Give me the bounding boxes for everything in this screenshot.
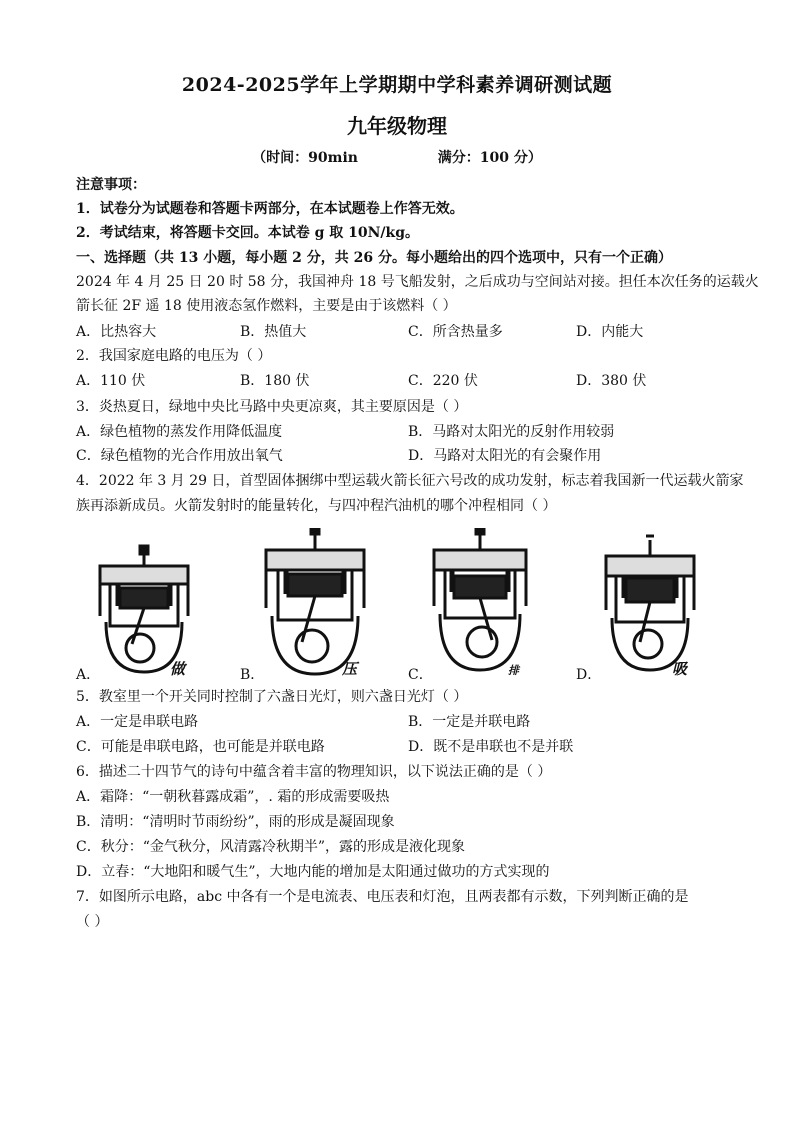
q1-option-d: D．内能大 [576,324,644,340]
q5-option-b: B．一定是并联电路 [408,714,531,730]
q7-line-2: （ ） [76,914,109,930]
exam-score: 满分：100 分） [437,150,542,166]
note-item-2: 2．考试结束，将答题卡交回。本试卷 g 取 10N/kg。 [76,225,420,241]
q1-option-a: A．比热容大 [76,324,157,340]
q6-line-1: 6．描述二十四节气的诗句中蕴含着丰富的物理知识，以下说法正确的是（ ） [76,764,552,780]
exam-title: 2024-2025学年上学期期中学科素养调研测试题 [181,74,613,96]
q5-line-1: 5．教室里一个开关同时控制了六盏日光灯，则六盏日光灯（ ） [76,689,468,705]
q1-line-1: 2024 年 4 月 25 日 20 时 58 分，我国神舟 18 号飞船发射，之后成功与空间站对接。担任本次任务的运载火 [76,274,759,290]
q3-option-a: A．绿色植物的蒸发作用降低温度 [76,424,283,440]
q2-option-b: B．180 伏 [240,373,310,389]
engine-diagram-d [602,534,698,674]
section-heading: 一、选择题（共 13 小题，每小题 2 分，共 26 分。每小题给出的四个选项中，只有一个正确） [76,250,672,266]
q5-option-a: A．一定是串联电路 [76,714,199,730]
q3-option-b: B．马路对太阳光的反射作用较弱 [408,424,615,440]
q3-option-c: C．绿色植物的光合作用放出氧气 [76,448,283,464]
q4-option-c: C． [408,667,433,683]
q4-handwriting-d: 吸 [672,660,688,678]
q4-option-a: A． [76,667,101,683]
q2-option-d: D．380 伏 [576,373,647,389]
q4-option-d: D． [576,667,602,683]
q1-option-b: B．热值大 [240,324,307,340]
q3-line-1: 3．炎热夏日，绿地中央比马路中央更凉爽，其主要原因是（ ） [76,399,468,415]
q4-handwriting-c: 排 [508,664,519,677]
q6-option-c: C．秋分：“金气秋分，风清露冷秋期半”，露的形成是液化现象 [76,839,466,855]
q4-option-b: B． [240,667,265,683]
q6-option-b: B．清明：“清明时节雨纷纷”，雨的形成是凝固现象 [76,814,395,830]
exam-time: （时间：90min [252,150,358,166]
notes-heading: 注意事项： [76,177,146,193]
engine-diagram-b [262,528,368,678]
exam-subject: 九年级物理 [347,114,447,138]
engine-diagram-a [96,544,192,676]
q4-line-1: 4．2022 年 3 月 29 日，首型固体捆绑中型运载火箭长征六号改的成功发射，标志着我国新一代运载火箭家 [76,473,744,489]
exam-meta [0,147,794,167]
engine-diagram-c [430,528,530,673]
q4-line-2: 族再添新成员。火箭发射时的能量转化，与四冲程汽油机的哪个冲程相同（ ） [76,498,557,514]
q2-option-a: A．110 伏 [76,373,146,389]
q6-option-d: D．立春：“大地阳和暖气生”，大地内能的增加是太阳通过做功的方式实现的 [76,864,550,880]
q7-line-1: 7．如图所示电路，abc 中各有一个是电流表、电压表和灯泡，且两表都有示数，下列判断正确的是 [76,889,689,905]
q5-option-d: D．既不是串联也不是并联 [408,739,574,755]
q6-option-a: A．霜降：“一朝秋暮露成霜”，. 霜的形成需要吸热 [76,789,390,805]
q2-line-1: 2．我国家庭电路的电压为（ ） [76,348,272,364]
q1-option-c: C．所含热量多 [408,324,503,340]
q4-handwriting-b: 压 [342,660,358,678]
q4-handwriting-a: 做 [170,660,186,678]
q2-option-c: C．220 伏 [408,373,478,389]
note-item-1: 1．试卷分为试题卷和答题卡两部分，在本试题卷上作答无效。 [76,201,464,217]
q5-option-c: C．可能是串联电路，也可能是并联电路 [76,739,325,755]
q1-line-2: 箭长征 2F 遥 18 使用液态氢作燃料，主要是由于该燃料（ ） [76,298,457,314]
q3-option-d: D．马路对太阳光的有会聚作用 [408,448,602,464]
